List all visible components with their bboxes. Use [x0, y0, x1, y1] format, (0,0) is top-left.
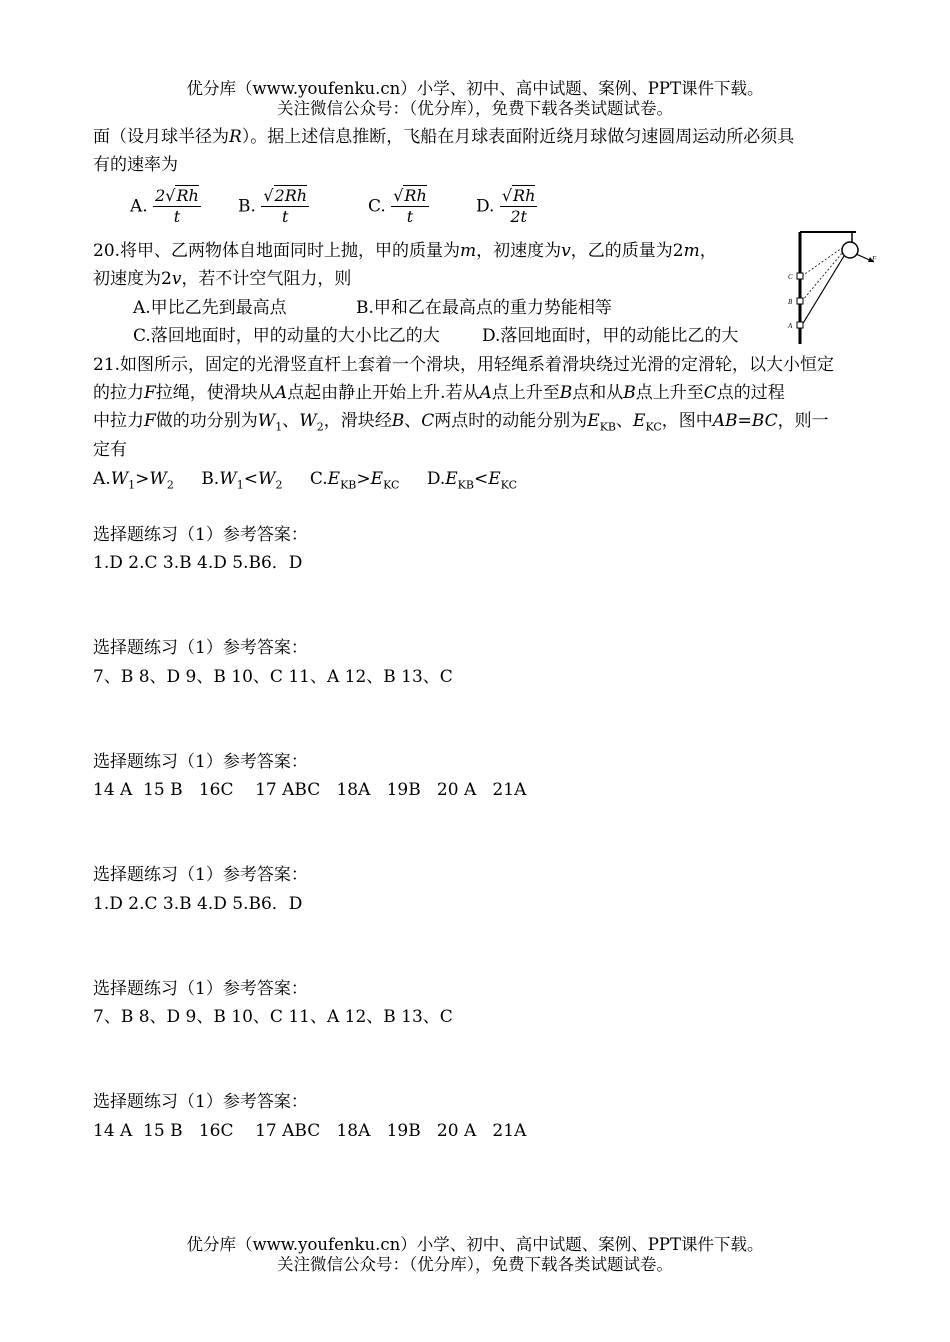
- q21-options: [93, 468, 517, 496]
- q20-stem-line2: 初速度为2v，若不计空气阻力，则: [93, 269, 352, 289]
- figure-point-a-marker: [797, 322, 803, 328]
- q19-option-b: B. $\frac{√2Rh}{t}$: [238, 186, 308, 226]
- answer-block-2-text: 7、B 8、D 9、B 10、C 11、A 12、B 13、C: [93, 667, 453, 687]
- q19-option-d: D. $\frac{√Rh}{2t}$: [476, 186, 536, 226]
- figure-point-b-marker: [797, 298, 803, 304]
- answer-block-3-text: 14 A 15 B 16C 17 ABC 18A 19B 20 A 21A: [93, 780, 527, 800]
- answer-block-5-title: 选择题练习（1）参考答案：: [93, 979, 308, 999]
- figure-pulley: [842, 242, 858, 258]
- q20-stem-line1: 20.将甲、乙两物体自地面同时上抛，甲的质量为m，初速度为v，乙的质量为2m，: [93, 241, 717, 261]
- answer-block-1-title: 选择题练习（1）参考答案：: [93, 525, 308, 545]
- figure-label-a: A: [788, 322, 793, 330]
- q20-option-d: D.落回地面时，甲的动能比乙的大: [482, 326, 739, 346]
- header-line-2: 关注微信公众号：（优分库），免费下载各类试题试卷。: [277, 99, 673, 118]
- answer-block-4-text: 1.D 2.C 3.B 4.D 5.B6．D: [93, 894, 303, 914]
- q21-option-c: $C.E_{KB}>E_{KC}$: [309, 469, 400, 492]
- figure-rope-from-a: [802, 256, 844, 325]
- answer-block-6-text: 14 A 15 B 16C 17 ABC 18A 19B 20 A 21A: [93, 1121, 527, 1141]
- footer-line-1: 优分库（www.youfenku.cn）小学、初中、高中试题、案例、PPT课件下载。: [186, 1235, 764, 1254]
- answer-block-1-text: 1.D 2.C 3.B 4.D 5.B6．D: [93, 553, 303, 573]
- q19-option-a: A. $\frac{2√Rh}{t}$: [130, 186, 199, 226]
- answer-block-6-title: 选择题练习（1）参考答案：: [93, 1092, 308, 1112]
- q21-option-a: $A.W_1>W_2$: [93, 469, 174, 492]
- q21-option-d: $D.E_{KB}<E_{KC}$: [426, 469, 517, 492]
- figure-label-f: F: [872, 255, 877, 263]
- q19-option-c: C. $\frac{√Rh}{t}$: [368, 186, 427, 226]
- answer-block-5-text: 7、B 8、D 9、B 10、C 11、A 12、B 13、C: [93, 1007, 453, 1027]
- figure-rope-from-b: [802, 252, 843, 301]
- answer-block-2-title: 选择题练习（1）参考答案：: [93, 638, 308, 658]
- q21-stem-line3: 中拉力F做的功分别为$W_1$、$W_2$，滑块经B、C两点时的动能分别为$E_{KB}$、$E_{KC}$，图中AB=BC，则一: [93, 411, 829, 434]
- figure-label-c: C: [788, 273, 793, 281]
- answer-block-4-title: 选择题练习（1）参考答案：: [93, 865, 308, 885]
- figure-point-c-marker: [797, 273, 803, 279]
- q19-continuation-line1: 面（设月球半径为R）。据上述信息推断，飞船在月球表面附近绕月球做匀速圆周运动所必须具: [93, 127, 795, 147]
- figure-rope-from-c: [802, 248, 842, 276]
- header-line-1: 优分库（www.youfenku.cn）小学、初中、高中试题、案例、PPT课件下载。: [186, 79, 764, 98]
- q21-stem-line1: 21.如图所示，固定的光滑竖直杆上套着一个滑块，用轻绳系着滑块绕过光滑的定滑轮，以大小恒定: [93, 355, 835, 375]
- figure-label-b: B: [788, 298, 793, 306]
- pulley-rod-figure: [784, 228, 884, 346]
- page-footer: [0, 1235, 950, 1275]
- page-header: [0, 79, 950, 119]
- q19-continuation-line2: 有的速率为: [93, 155, 178, 175]
- footer-line-2: 关注微信公众号：（优分库），免费下载各类试题试卷。: [277, 1255, 673, 1274]
- q21-option-b: $B.W_1<W_2$: [201, 469, 283, 492]
- answer-block-3-title: 选择题练习（1）参考答案：: [93, 752, 308, 772]
- q21-stem-line4: 定有: [93, 440, 127, 460]
- q20-option-b: B.甲和乙在最高点的重力势能相等: [356, 298, 612, 318]
- q20-option-c: C.落回地面时，甲的动量的大小比乙的大: [133, 326, 440, 346]
- q20-option-a: A.甲比乙先到最高点: [133, 298, 287, 318]
- q21-stem-line2: 的拉力F拉绳，使滑块从A点起由静止开始上升.若从A点上升至B点和从B点上升至C点的过程: [93, 383, 785, 403]
